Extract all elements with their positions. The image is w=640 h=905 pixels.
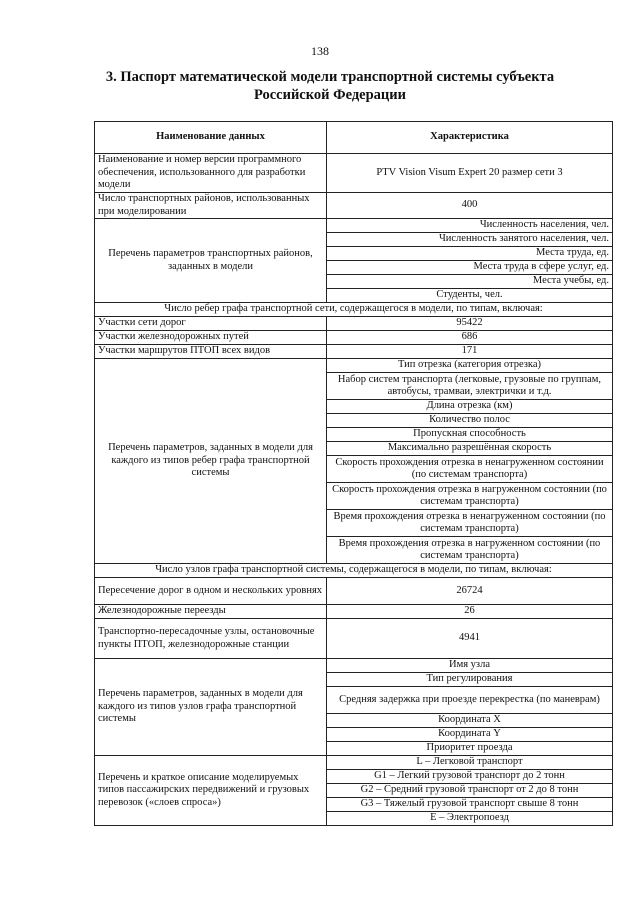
node-param-cell: Тип регулирования <box>327 673 613 687</box>
edge-param-cell: Максимально разрешённая скорость <box>327 442 613 456</box>
rail-links-value-cell: 686 <box>327 331 613 345</box>
table-row <box>95 303 613 317</box>
page-number: 138 <box>311 44 329 58</box>
transfer-nodes-name-cell: Транспортно-пересадочные узлы, остановочные пункты ПТОП, железнодорожные станции <box>95 619 327 659</box>
node-params-name-cell: Перечень параметров, заданных в модели для каждого из типов узлов графа транспортной системы <box>95 659 327 756</box>
edge-param-cell: Количество полос <box>327 414 613 428</box>
nodes-section-header: Число узлов графа транспортной системы, содержащегося в модели, по типам, включая: <box>95 564 613 578</box>
table-row <box>95 219 613 233</box>
table-row <box>95 659 613 673</box>
col-header-name: Наименование данных <box>95 122 327 154</box>
passport-table <box>94 121 613 826</box>
software-name-cell: Наименование и номер версии программного обеспечения, использованного для разработки модели <box>95 154 327 193</box>
table-row <box>95 154 613 193</box>
district-param-cell: Места труда, ед. <box>327 247 613 261</box>
edge-param-cell: Время прохождения отрезка в ненагруженном состоянии (по системам транспорта) <box>327 510 613 537</box>
table-row <box>95 359 613 373</box>
road-links-value-cell: 95422 <box>327 317 613 331</box>
node-param-cell: Координата Y <box>327 728 613 742</box>
edge-param-cell: Пропускная способность <box>327 428 613 442</box>
table-row <box>95 605 613 619</box>
edge-param-cell: Набор систем транспорта (легковые, грузовые по группам, автобусы, трамваи, электрички и т.д. <box>327 373 613 400</box>
district-param-cell: Места учебы, ед. <box>327 275 613 289</box>
demand-layer-cell: L – Легковой транспорт <box>327 756 613 770</box>
edge-param-cell: Скорость прохождения отрезка в ненагруженном состоянии (по системам транспорта) <box>327 456 613 483</box>
table-row <box>95 578 613 605</box>
node-param-cell: Приоритет проезда <box>327 742 613 756</box>
demand-layer-cell: E – Электропоезд <box>327 812 613 826</box>
document-title <box>60 68 600 104</box>
road-nodes-name-cell: Пересечение дорог в одном и нескольких уровнях <box>95 578 327 605</box>
pt-links-name-cell: Участки маршрутов ПТОП всех видов <box>95 345 327 359</box>
col-header-characteristic: Характеристика <box>327 122 613 154</box>
edge-param-cell: Скорость прохождения отрезка в нагруженном состоянии (по системам транспорта) <box>327 483 613 510</box>
edge-params-name-cell: Перечень параметров, заданных в модели для каждого из типов ребер графа транспортной системы <box>95 359 327 564</box>
districts-name-cell: Число транспортных районов, использованных при моделировании <box>95 193 327 219</box>
title-line-2: Российской Федерации <box>253 87 406 103</box>
district-param-cell: Численность населения, чел. <box>327 219 613 233</box>
edge-param-cell: Тип отрезка (категория отрезка) <box>327 359 613 373</box>
table-row <box>95 345 613 359</box>
district-params-name-cell: Перечень параметров транспортных районов, заданных в модели <box>95 219 327 303</box>
table-row <box>95 619 613 659</box>
table-row <box>95 331 613 345</box>
road-links-name-cell: Участки сети дорог <box>95 317 327 331</box>
node-param-cell: Имя узла <box>327 659 613 673</box>
table-row <box>95 756 613 770</box>
district-param-cell: Студенты, чел. <box>327 289 613 303</box>
edges-section-header: Число ребер графа транспортной сети, содержащегося в модели, по типам, включая: <box>95 303 613 317</box>
table-row <box>95 317 613 331</box>
rail-cross-value-cell: 26 <box>327 605 613 619</box>
table-header-row <box>95 122 613 154</box>
title-line-1: 3. Паспорт математической модели транспортной системы субъекта <box>105 69 555 85</box>
edge-param-cell: Длина отрезка (км) <box>327 400 613 414</box>
rail-links-name-cell: Участки железнодорожных путей <box>95 331 327 345</box>
pt-links-value-cell: 171 <box>327 345 613 359</box>
software-value-cell: PTV Vision Visum Expert 20 размер сети 3 <box>327 154 613 193</box>
demand-layer-cell: G3 – Тяжелый грузовой транспорт свыше 8 тонн <box>327 798 613 812</box>
rail-cross-name-cell: Железнодорожные переезды <box>95 605 327 619</box>
demand-name-cell: Перечень и краткое описание моделируемых типов пассажирских передвижений и грузовых перевозок («слоев спроса») <box>95 756 327 826</box>
demand-layer-cell: G2 – Средний грузовой транспорт от 2 до 8 тонн <box>327 784 613 798</box>
transfer-nodes-value-cell: 4941 <box>327 619 613 659</box>
edge-param-cell: Время прохождения отрезка в нагруженном состоянии (по системам транспорта) <box>327 537 613 564</box>
road-nodes-value-cell: 26724 <box>327 578 613 605</box>
table-row <box>95 193 613 219</box>
table-row <box>95 564 613 578</box>
districts-value-cell: 400 <box>327 193 613 219</box>
node-param-cell: Координата X <box>327 714 613 728</box>
node-param-cell: Средняя задержка при проезде перекрестка (по маневрам) <box>327 687 613 714</box>
demand-layer-cell: G1 – Легкий грузовой транспорт до 2 тонн <box>327 770 613 784</box>
district-param-cell: Численность занятого населения, чел. <box>327 233 613 247</box>
district-param-cell: Места труда в сфере услуг, ед. <box>327 261 613 275</box>
